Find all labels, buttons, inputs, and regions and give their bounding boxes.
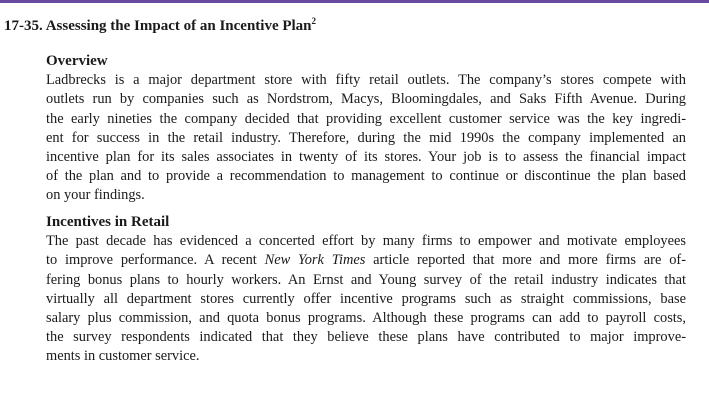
overview-paragraph [46,71,686,205]
overview-heading: Overview [46,53,108,69]
newspaper-title: New York Times [264,252,366,269]
overview-line: Ladbrecks is a major department store with fifty retail outlets. The company’s stores compete with [46,72,686,89]
incentives-section [46,213,686,367]
top-rule [0,0,709,3]
footnote-mark: 2 [311,16,317,26]
overview-line: of the plan and to provide a recommendation to management to continue or discontinue the plan based [46,168,686,185]
overview-line: outlets run by companies such as Nordstrom, Macys, Bloomingdales, and Saks Fifth Avenue. During [46,91,686,108]
problem-title [4,16,316,36]
overview-section [46,52,686,206]
problem-title-text: Assessing the Impact of an Incentive Plan [45,18,312,34]
incentives-line [46,251,686,270]
overview-line: ent for success in the retail industry. Therefore, during the mid 1990s the company implemented an [46,129,686,146]
incentives-line: fering bonus plans to hourly workers. An Ernst and Young survey of the retail industry indicates that [46,271,686,288]
incentives-line: salary plus commission, and quota bonus programs. Although these programs can add to payroll costs, [46,310,686,327]
overview-line: the early nineties the company decided that providing excellent customer service was the key ingredi- [46,110,686,127]
incentives-line: the survey respondents indicated that they believe these plans have contributed to major improve- [46,329,686,346]
overview-line: incentive plan for its sales associates in twenty of its stores. Your job is to assess the financial impact [46,149,686,166]
incentives-line: ments in customer service. [46,348,200,365]
incentives-line: virtually all department stores currently offer incentive programs such as straight commissions, base [46,290,686,307]
incentives-heading: Incentives in Retail [46,214,170,230]
incentives-line: The past decade has evidenced a concerted effort by many firms to empower and motivate employees [46,233,686,250]
line-text: article reported that more and more firms are of- [365,252,686,269]
incentives-paragraph [46,232,686,366]
line-text: to improve performance. A recent [46,252,265,269]
problem-number: 17-35. [4,18,43,34]
overview-line: on your findings. [46,187,145,204]
